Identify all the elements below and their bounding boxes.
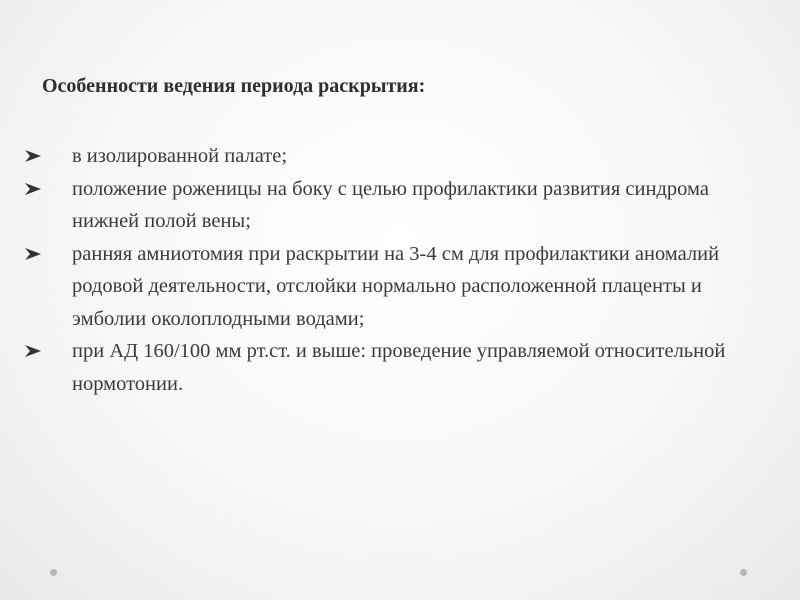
arrowhead-bullet-icon: [24, 173, 46, 206]
list-item: [0, 238, 800, 336]
bullet-list: [0, 140, 800, 400]
decorative-dot-right: [740, 569, 747, 576]
slide-title: Особенности ведения периода раскрытия:: [42, 75, 426, 97]
decorative-dot-left: [50, 569, 57, 576]
arrowhead-bullet-icon: [24, 335, 46, 368]
list-item-text: при АД 160/100 мм рт.ст. и выше: проведение управляемой относительной нормотонии.: [72, 340, 726, 395]
list-item-text: в изолированной палате;: [72, 145, 288, 167]
arrowhead-bullet-icon: [24, 140, 46, 173]
arrowhead-bullet-icon: [24, 238, 46, 271]
list-item-text: положение роженицы на боку с целью профилактики развития синдрома нижней полой вены;: [72, 177, 709, 232]
list-item: [0, 140, 800, 173]
list-item: [0, 335, 800, 400]
list-item: [0, 173, 800, 238]
list-item-text: ранняя амниотомия при раскрытии на 3-4 см для профилактики аномалий родовой деятельности, отслойки нормально расположенной плаценты и эмболии околоплодными водами;: [72, 242, 720, 330]
